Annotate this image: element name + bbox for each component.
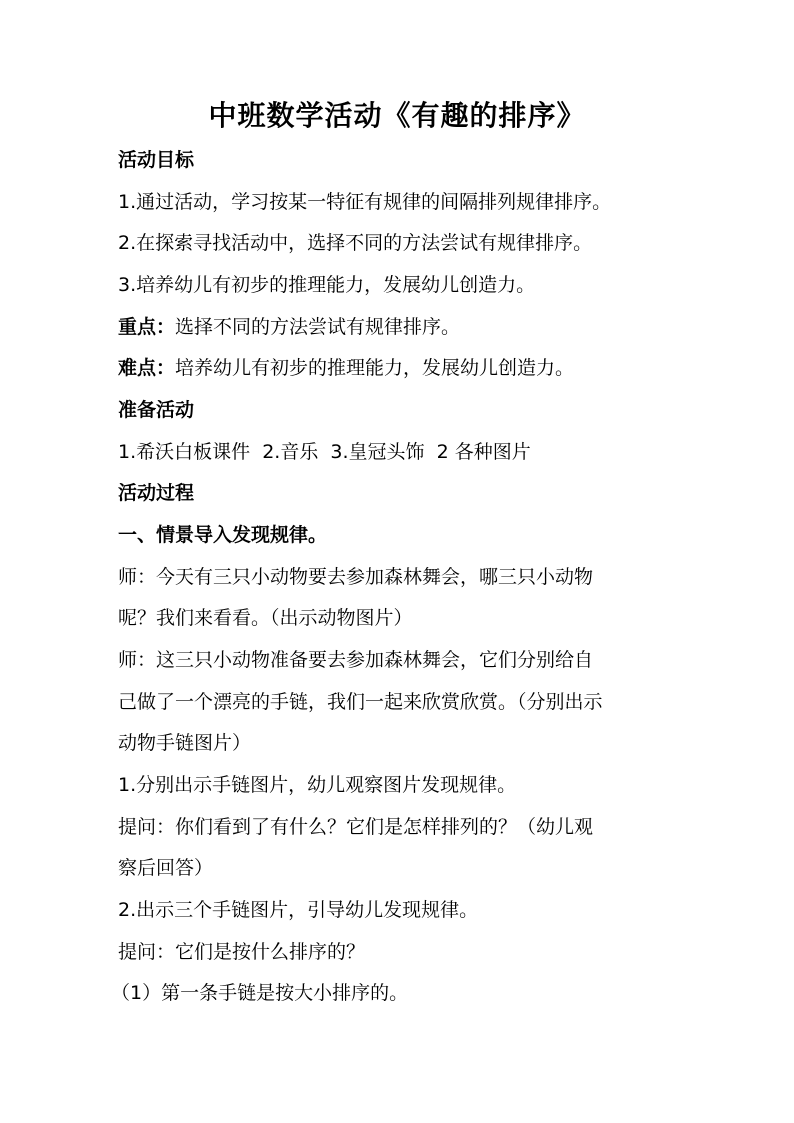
question-2: 提问：它们是按什么排序的？ (118, 941, 366, 963)
question-1-line-1: 提问：你们看到了有什么？它们是怎样排列的？（幼儿观 (118, 816, 594, 838)
item-1: 1.分别出示手链图片，幼儿观察图片发现规律。 (118, 774, 517, 796)
paragraph-2-line-3: 动物手链图片） (118, 732, 252, 754)
key-point-label: 重点： (118, 316, 176, 338)
item-2: 2.出示三个手链图片，引导幼儿发现规律。 (118, 899, 479, 921)
prep-heading: 准备活动 (118, 399, 195, 421)
goal-2: 2.在探索寻找活动中，选择不同的方法尝试有规律排序。 (118, 232, 593, 254)
document-title: 中班数学活动《有趣的排序》 (208, 99, 586, 132)
question-1-line-2: 察后回答） (118, 857, 214, 879)
difficulty-label: 难点： (118, 357, 176, 379)
paragraph-2-line-2: 己做了一个漂亮的手链，我们一起来欣赏欣赏。（分别出示 (118, 691, 603, 713)
sub-item-1: （1）第一条手链是按大小排序的。 (111, 982, 409, 1004)
prep-items: 1.希沃白板课件 2.音乐 3.皇冠头饰 2 各种图片 (118, 441, 531, 463)
paragraph-1-line-2: 呢？我们来看看。（出示动物图片） (118, 607, 413, 629)
difficulty-line (118, 355, 678, 381)
difficulty-text: 培养幼儿有初步的推理能力，发展幼儿创造力。 (175, 357, 575, 379)
step-1-heading: 一、情景导入发现规律。 (118, 524, 328, 546)
paragraph-1-line-1: 师：今天有三只小动物要去参加森林舞会，哪三只小动物 (118, 566, 594, 588)
goal-3: 3.培养幼儿有初步的推理能力，发展幼儿创造力。 (118, 274, 536, 296)
goals-heading: 活动目标 (118, 149, 195, 171)
process-heading: 活动过程 (118, 482, 195, 504)
paragraph-2-line-1: 师：这三只小动物准备要去参加森林舞会，它们分别给自 (118, 649, 594, 671)
key-point-line (118, 314, 678, 340)
key-point-text: 选择不同的方法尝试有规律排序。 (175, 316, 461, 338)
goal-1: 1.通过活动，学习按某一特征有规律的间隔排列规律排序。 (118, 191, 612, 213)
